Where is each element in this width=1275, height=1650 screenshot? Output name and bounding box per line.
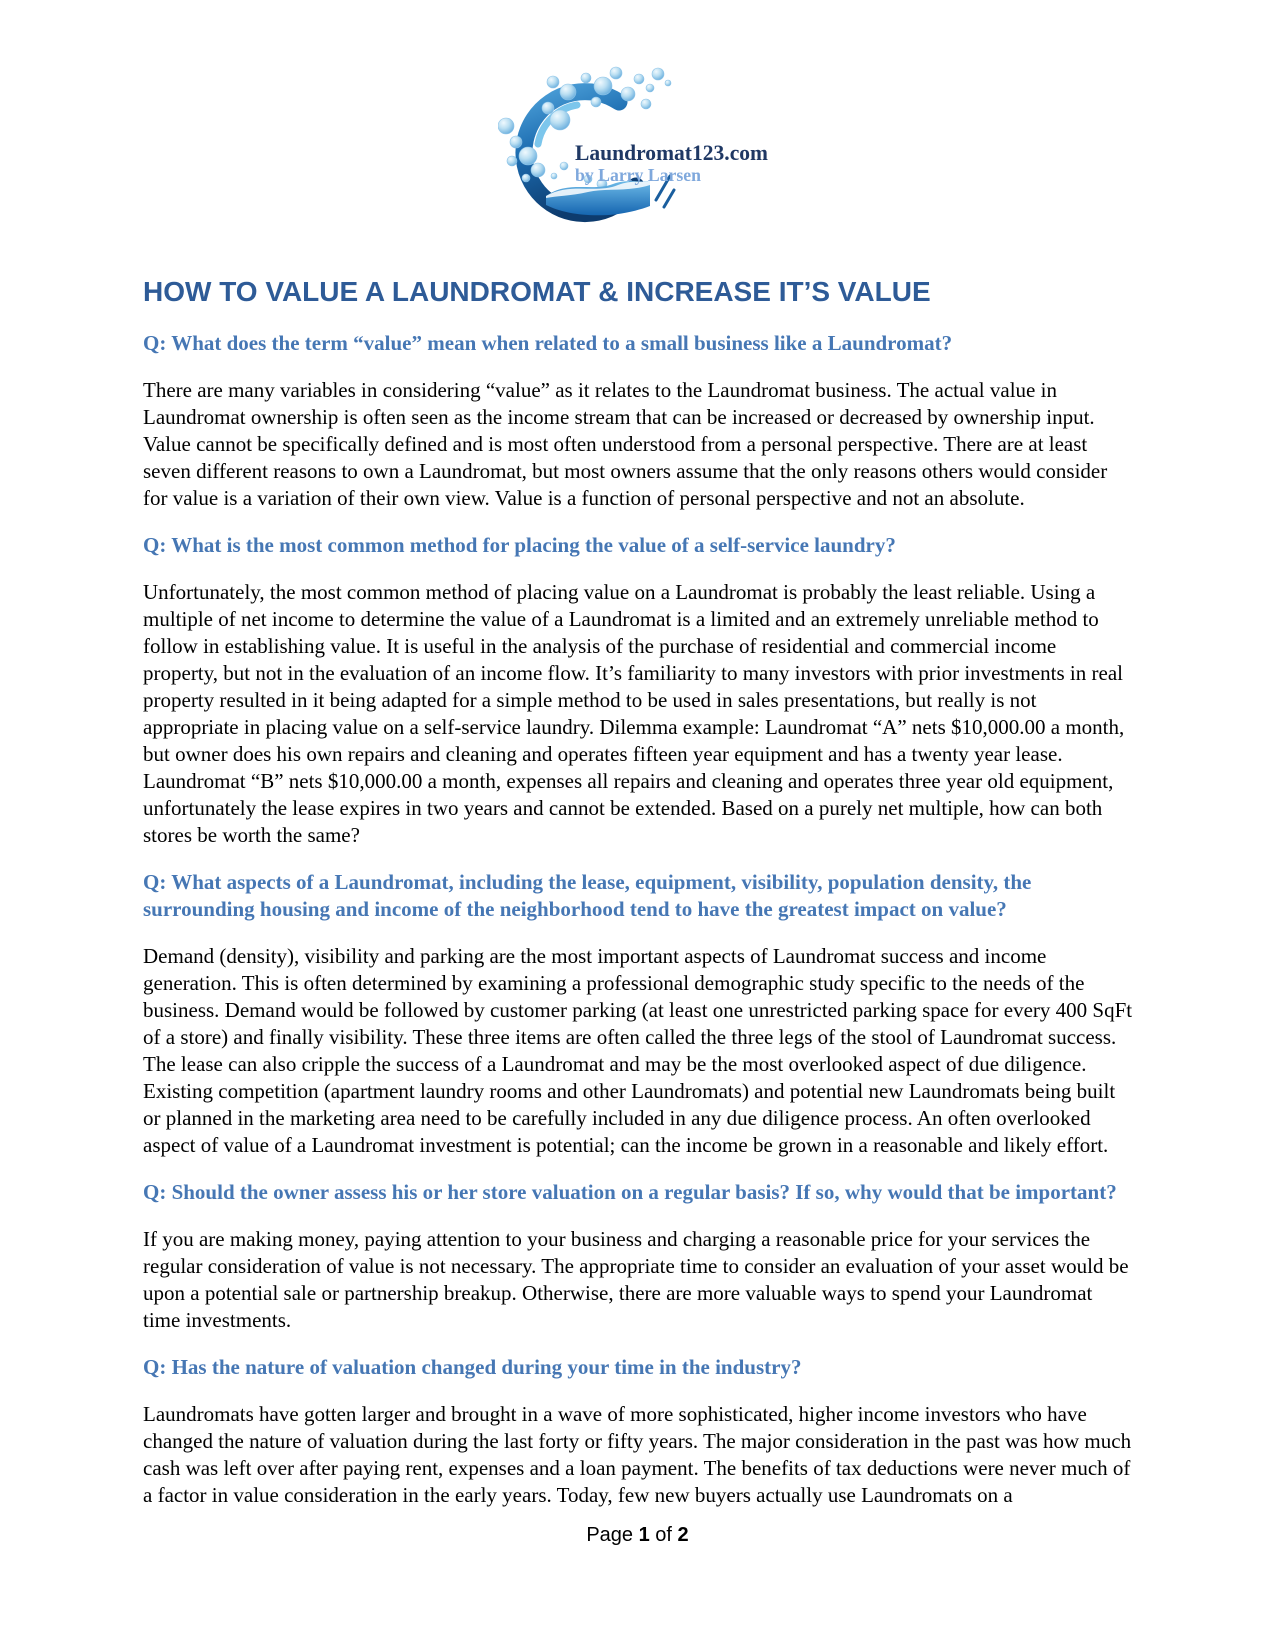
answer-paragraph: Laundromats have gotten larger and brought in a wave of more sophisticated, higher income investors who have changed the nature of valuation during the last forty or fifty years. The major consideration in the past was how much cash was left over after paying rent, expenses and a loan payment. The benefits of tax deductions were never much of a factor in value consideration in the early years. Today, few new buyers actually use Laundromats on a xyxy=(143,1402,1132,1507)
logo xyxy=(498,64,778,224)
page-footer xyxy=(0,1524,1275,1547)
qa-block xyxy=(143,532,1133,849)
qa-block xyxy=(143,1354,1133,1509)
logo-brand-text: Laundromat123.com xyxy=(574,140,768,165)
document-body xyxy=(143,276,1133,1509)
question-heading: Q: Should the owner assess his or her store valuation on a regular basis? If so, why would that be important? xyxy=(143,1180,1117,1204)
footer-of-label: of xyxy=(655,1524,672,1546)
question-heading: Q: What is the most common method for placing the value of a self-service laundry? xyxy=(143,533,896,557)
qa-block xyxy=(143,869,1133,1159)
page-title: HOW TO VALUE A LAUNDROMAT & INCREASE IT’S VALUE xyxy=(143,276,931,307)
question-heading: Q: Has the nature of valuation changed during your time in the industry? xyxy=(143,1355,802,1379)
question-heading: Q: What does the term “value” mean when related to a small business like a Laundromat? xyxy=(143,331,953,355)
footer-page-number: 1 xyxy=(638,1524,650,1546)
answer-paragraph: There are many variables in considering “value” as it relates to the Laundromat business. The actual value in Laundromat ownership is often seen as the income stream that can be increased or decreased by ownership input. Value cannot be specifically defined and is most often understood from a personal perspective. There are at least seven different reasons to own a Laundromat, but most owners assume that the only reasons others would consider for value is a variation of their own view. Value is a function of personal perspective and not an absolute. xyxy=(143,378,1108,510)
qa-block xyxy=(143,330,1133,512)
logo-byline-text: by Larry Larsen xyxy=(574,165,701,185)
question-heading: Q: What aspects of a Laundromat, including the lease, equipment, visibility, population density, the surrounding housing and income of the neighborhood tend to have the greatest impact on value? xyxy=(143,870,1032,921)
answer-paragraph: Demand (density), visibility and parking are the most important aspects of Laundromat success and income generation. This is often determined by examining a professional demographic study specific to the needs of the business. Demand would be followed by customer parking (at least one unrestricted parking space for every 400 SqFt of a store) and finally visibility. These three items are often called the three legs of the stool of Laundromat success. The lease can also cripple the success of a Laundromat and may be the most overlooked aspect of due diligence. Existing competition (apartment laundry rooms and other Laundromats) and potential new Laundromats being built or planned in the marketing area need to be carefully included in any due diligence process. An often overlooked aspect of value of a Laundromat investment is potential; can the income be grown in a reasonable and likely effort. xyxy=(143,944,1133,1157)
qa-section-list xyxy=(143,330,1133,1509)
answer-paragraph: Unfortunately, the most common method of placing value on a Laundromat is probably the least reliable. Using a multiple of net income to determine the value of a Laundromat is a limited and an extremely unreliable method to follow in establishing value. It is useful in the analysis of the purchase of residential and commercial income property, but not in the evaluation of an income flow. It’s familiarity to many investors with prior investments in real property resulted in it being adapted for a simple method to be used in sales presentations, but really is not appropriate in placing value on a self-service laundry. Dilemma example: Laundromat “A” nets $10,000.00 a month, but owner does his own repairs and cleaning and operates fifteen year equipment and has a twenty year lease. Laundromat “B” nets $10,000.00 a month, expenses all repairs and cleaning and operates three year old equipment, unfortunately the lease expires in two years and cannot be extended. Based on a purely net multiple, how can both stores be worth the same? xyxy=(143,580,1125,847)
qa-block xyxy=(143,1179,1133,1334)
answer-paragraph: If you are making money, paying attention to your business and charging a reasonable price for your services the regular consideration of value is not necessary. The appropriate time to consider an evaluation of your asset would be upon a potential sale or partnership breakup. Otherwise, there are more valuable ways to spend your Laundromat time investments. xyxy=(143,1227,1129,1332)
logo-graphic xyxy=(498,64,778,224)
footer-page-total: 2 xyxy=(677,1524,689,1546)
footer-page-label: Page xyxy=(586,1524,634,1546)
